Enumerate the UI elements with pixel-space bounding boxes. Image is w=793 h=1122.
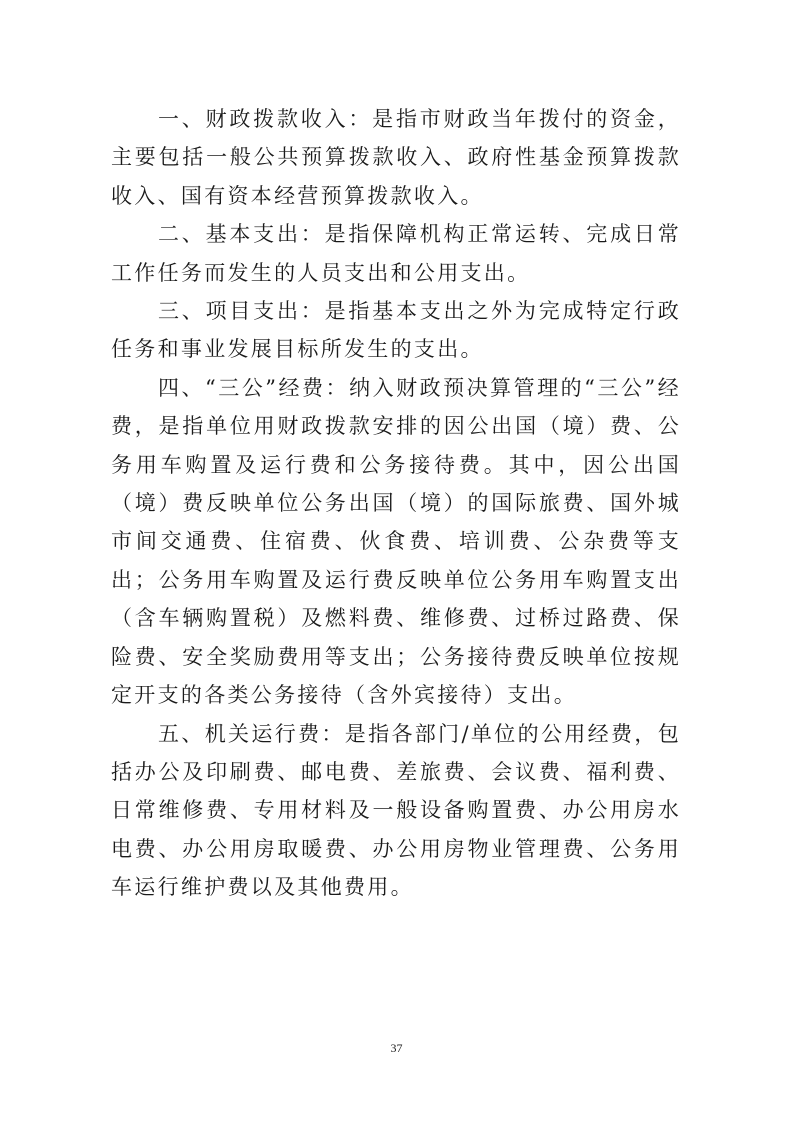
paragraph-project-expenditure: 三、项目支出：是指基本支出之外为完成特定行政任务和事业发展目标所发生的支出。 bbox=[111, 299, 681, 362]
paragraph-operating-expenses: 五、机关运行费：是指各部门/单位的公用经费，包括办公及印刷费、邮电费、差旅费、会议费、福利费、日常维修费、专用材料及一般设备购置费、办公用房水电费、办公用房取暖费、办公用房物业管理费、公务用车运行维护费以及其他费用。 bbox=[111, 721, 681, 900]
paragraph-three-public-expenses: 四、“三公”经费：纳入财政预决算管理的“三公”经费，是指单位用财政拨款安排的因公出国（境）费、公务用车购置及运行费和公务接待费。其中，因公出国（境）费反映单位公务出国（境）的国际旅费、国外城市间交通费、住宿费、伙食费、培训费、公杂费等支出；公务用车购置及运行费反映单位公务用车购置支出（含车辆购置税）及燃料费、维修费、过桥过路费、保险费、安全奖励费用等支出；公务接待费反映单位按规定开支的各类公务接待（含外宾接待）支出。 bbox=[111, 375, 681, 708]
paragraph-fiscal-appropriation-income: 一、财政拨款收入：是指市财政当年拨付的资金，主要包括一般公共预算拨款收入、政府性基金预算拨款收入、国有资本经营预算拨款收入。 bbox=[111, 107, 681, 208]
document-body bbox=[111, 100, 681, 907]
paragraph-basic-expenditure: 二、基本支出：是指保障机构正常运转、完成日常工作任务而发生的人员支出和公用支出。 bbox=[111, 222, 681, 285]
page-number: 37 bbox=[390, 1041, 403, 1055]
